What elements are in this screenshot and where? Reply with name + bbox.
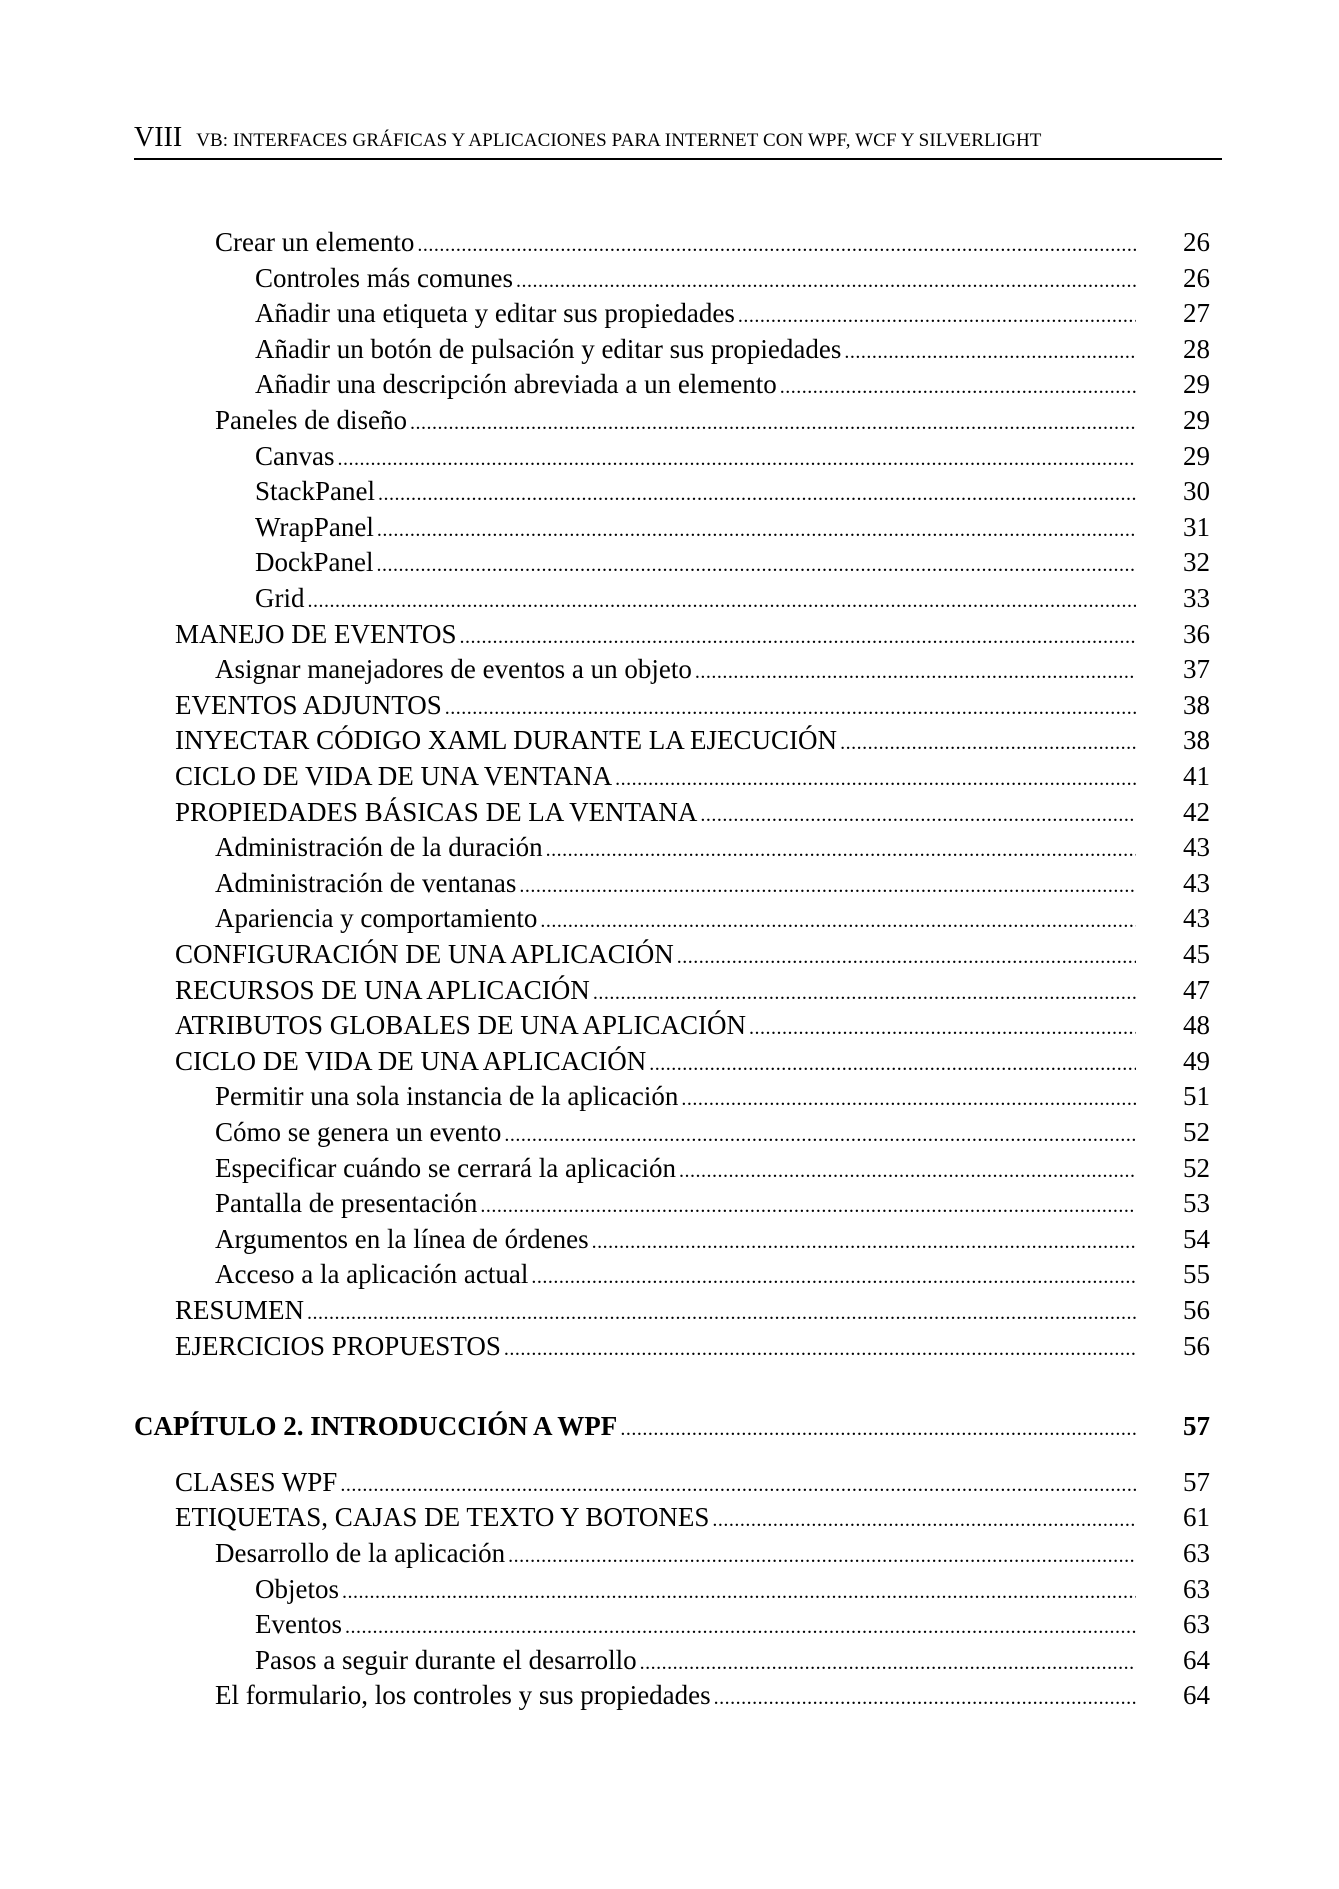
toc-entry-title: INYECTAR CÓDIGO XAML DURANTE LA EJECUCIÓN xyxy=(175,725,838,755)
toc-entry-title: RESUMEN xyxy=(175,1295,305,1325)
toc-entry xyxy=(255,367,1140,401)
toc-entry-title: Añadir un botón de pulsación y editar sus propiedades xyxy=(255,334,842,364)
toc-entry-page: 43 xyxy=(1183,903,1210,933)
dot-leader xyxy=(307,1296,1136,1330)
dot-leader xyxy=(340,1468,1136,1502)
toc-entry-title: Grid xyxy=(255,583,305,613)
toc-entry-page: 38 xyxy=(1183,690,1210,720)
toc-entry-page: 54 xyxy=(1183,1224,1210,1254)
toc-entry-title: Desarrollo de la aplicación xyxy=(215,1538,506,1568)
toc-entry-title: Acceso a la aplicación actual xyxy=(215,1259,529,1289)
toc-entry xyxy=(215,403,1140,437)
toc-entry-title: Eventos xyxy=(255,1609,342,1639)
toc-entry xyxy=(175,1329,1140,1363)
toc-entry-title: EJERCICIOS PROPUESTOS xyxy=(175,1331,501,1361)
toc-entry-title: CICLO DE VIDA DE UNA APLICACIÓN xyxy=(175,1046,647,1076)
dot-leader xyxy=(417,228,1136,262)
toc-entry xyxy=(175,1293,1140,1327)
toc-entry-title: RECURSOS DE UNA APLICACIÓN xyxy=(175,975,590,1005)
toc-entry-title: Argumentos en la línea de órdenes xyxy=(215,1224,589,1254)
dot-leader xyxy=(345,1610,1136,1644)
dot-leader xyxy=(681,1082,1136,1116)
toc-entry xyxy=(255,1572,1140,1606)
dot-leader xyxy=(480,1189,1136,1223)
toc-entry-page: 63 xyxy=(1183,1609,1210,1639)
toc-entry xyxy=(255,474,1140,508)
toc-entry-page: 47 xyxy=(1183,975,1210,1005)
toc-entry-page: 48 xyxy=(1183,1010,1210,1040)
toc-entry-title: CLASES WPF xyxy=(175,1467,338,1497)
toc-entry-title: EVENTOS ADJUNTOS xyxy=(175,690,442,720)
dot-leader xyxy=(445,691,1136,725)
toc-entry-title: CAPÍTULO 2. INTRODUCCIÓN A WPF xyxy=(134,1411,618,1441)
toc-entry-title: Asignar manejadores de eventos a un objeto xyxy=(215,654,692,684)
dot-leader xyxy=(712,1503,1136,1537)
dot-leader xyxy=(780,370,1136,404)
dot-leader xyxy=(378,477,1136,511)
toc-entry-page: 29 xyxy=(1183,369,1210,399)
toc-entry-title: ETIQUETAS, CAJAS DE TEXTO Y BOTONES xyxy=(175,1502,710,1532)
dot-leader xyxy=(738,299,1136,333)
toc-entry xyxy=(215,1222,1140,1256)
toc-entry xyxy=(255,545,1140,579)
toc-entry xyxy=(175,795,1140,829)
toc-entry-title: Pantalla de presentación xyxy=(215,1188,478,1218)
toc-entry xyxy=(175,973,1140,1007)
toc-entry-page: 29 xyxy=(1183,405,1210,435)
toc-entry-title: MANEJO DE EVENTOS xyxy=(175,619,457,649)
toc-entry xyxy=(255,1607,1140,1641)
page-header xyxy=(134,118,1222,160)
toc-entry xyxy=(215,1115,1140,1149)
toc-entry xyxy=(255,510,1140,544)
toc-entry xyxy=(215,1678,1140,1712)
toc-entry-page: 42 xyxy=(1183,797,1210,827)
toc-entry-page: 33 xyxy=(1183,583,1210,613)
toc-entry xyxy=(175,1465,1140,1499)
toc-entry-page: 57 xyxy=(1183,1467,1210,1497)
dot-leader xyxy=(504,1332,1136,1366)
toc-entry xyxy=(175,1044,1140,1078)
toc-entry-title: Paneles de diseño xyxy=(215,405,407,435)
dot-leader xyxy=(546,833,1136,867)
toc-entry-title: Añadir una etiqueta y editar sus propiedades xyxy=(255,298,735,328)
toc-entry-title: CICLO DE VIDA DE UNA VENTANA xyxy=(175,761,613,791)
page-number: VIII xyxy=(134,122,183,153)
dot-leader xyxy=(376,548,1136,582)
toc-entry-page: 32 xyxy=(1183,547,1210,577)
dot-leader xyxy=(840,726,1136,760)
toc-entry-page: 52 xyxy=(1183,1153,1210,1183)
dot-leader xyxy=(677,940,1136,974)
toc-entry-page: 51 xyxy=(1183,1081,1210,1111)
toc-entry-page: 38 xyxy=(1183,725,1210,755)
toc-entry-title: Controles más comunes xyxy=(255,263,513,293)
dot-leader xyxy=(342,1575,1136,1609)
toc-entry-title: DockPanel xyxy=(255,547,374,577)
toc-entry xyxy=(215,1079,1140,1113)
toc-entry-page: 56 xyxy=(1183,1295,1210,1325)
dot-leader xyxy=(504,1118,1136,1152)
toc-entry-page: 30 xyxy=(1183,476,1210,506)
dot-leader xyxy=(695,655,1136,689)
dot-leader xyxy=(700,798,1136,832)
toc-entry-title: Especificar cuándo se cerrará la aplicación xyxy=(215,1153,676,1183)
toc-entry xyxy=(215,1186,1140,1220)
dot-leader xyxy=(592,1225,1136,1259)
toc-entry-title: PROPIEDADES BÁSICAS DE LA VENTANA xyxy=(175,797,698,827)
dot-leader xyxy=(460,620,1137,654)
toc-entry-page: 28 xyxy=(1183,334,1210,364)
toc-entry-page: 55 xyxy=(1183,1259,1210,1289)
toc-entry xyxy=(175,723,1140,757)
toc-entry-page: 36 xyxy=(1183,619,1210,649)
toc-entry-title: Objetos xyxy=(255,1574,339,1604)
toc-entry-page: 56 xyxy=(1183,1331,1210,1361)
toc-entry-title: Administración de ventanas xyxy=(215,868,517,898)
chapter-entry xyxy=(134,1409,1140,1443)
toc-entry xyxy=(175,937,1140,971)
dot-leader xyxy=(679,1154,1136,1188)
dot-leader xyxy=(508,1539,1136,1573)
toc-entry xyxy=(255,261,1140,295)
toc-entry-page: 31 xyxy=(1183,512,1210,542)
toc-entry xyxy=(215,866,1140,900)
toc-entry-page: 57 xyxy=(1183,1411,1210,1441)
dot-leader xyxy=(640,1646,1136,1680)
toc-entry xyxy=(255,296,1140,330)
toc-entry-page: 64 xyxy=(1183,1680,1210,1710)
toc-entry-page: 52 xyxy=(1183,1117,1210,1147)
toc-entry-page: 27 xyxy=(1183,298,1210,328)
toc-entry-title: Añadir una descripción abreviada a un elemento xyxy=(255,369,777,399)
toc-entry-title: Apariencia y comportamiento xyxy=(215,903,538,933)
toc-entry-title: Canvas xyxy=(255,441,335,471)
toc-entry xyxy=(215,830,1140,864)
toc-entry-page: 64 xyxy=(1183,1645,1210,1675)
dot-leader xyxy=(649,1047,1136,1081)
toc-entry xyxy=(215,901,1140,935)
dot-leader xyxy=(516,264,1136,298)
toc-entry-page: 49 xyxy=(1183,1046,1210,1076)
dot-leader xyxy=(593,976,1136,1010)
dot-leader xyxy=(308,584,1137,618)
toc-entry-page: 63 xyxy=(1183,1574,1210,1604)
toc-entry xyxy=(215,652,1140,686)
dot-leader xyxy=(540,904,1136,938)
toc-entry-title: Permitir una sola instancia de la aplicación xyxy=(215,1081,679,1111)
toc-entry-page: 29 xyxy=(1183,441,1210,471)
toc-entry-title: WrapPanel xyxy=(255,512,374,542)
toc-entry xyxy=(215,1257,1140,1291)
toc-entry-page: 26 xyxy=(1183,227,1210,257)
toc-entry-title: El formulario, los controles y sus propiedades xyxy=(215,1680,711,1710)
toc-entry-page: 63 xyxy=(1183,1538,1210,1568)
book-title: VB: INTERFACES GRÁFICAS Y APLICACIONES PARA INTERNET CON WPF, WCF Y SILVERLIGHT xyxy=(196,130,1042,151)
toc-entry-title: Pasos a seguir durante el desarrollo xyxy=(255,1645,637,1675)
dot-leader xyxy=(531,1260,1136,1294)
toc-entry xyxy=(255,581,1140,615)
toc-entry-page: 61 xyxy=(1183,1502,1210,1532)
toc-entry-page: 41 xyxy=(1183,761,1210,791)
toc-entry-title: CONFIGURACIÓN DE UNA APLICACIÓN xyxy=(175,939,674,969)
dot-leader xyxy=(377,513,1136,547)
toc-entry-title: Cómo se genera un evento xyxy=(215,1117,502,1147)
toc-entry-title: Administración de la duración xyxy=(215,832,543,862)
toc-entry xyxy=(175,759,1140,793)
toc-entry xyxy=(215,1151,1140,1185)
dot-leader xyxy=(749,1011,1136,1045)
toc-entry-page: 37 xyxy=(1183,654,1210,684)
toc-entry xyxy=(215,225,1140,259)
toc-entry-page: 53 xyxy=(1183,1188,1210,1218)
toc-entry xyxy=(215,1536,1140,1570)
toc-entry-page: 45 xyxy=(1183,939,1210,969)
toc-entry-page: 26 xyxy=(1183,263,1210,293)
dot-leader xyxy=(410,406,1136,440)
toc-entry xyxy=(255,439,1140,473)
dot-leader xyxy=(714,1681,1136,1715)
toc-entry-title: StackPanel xyxy=(255,476,375,506)
dot-leader xyxy=(620,1412,1136,1446)
toc-entry xyxy=(255,1643,1140,1677)
toc-entry-title: ATRIBUTOS GLOBALES DE UNA APLICACIÓN xyxy=(175,1010,747,1040)
dot-leader xyxy=(519,869,1136,903)
toc-entry-page: 43 xyxy=(1183,868,1210,898)
dot-leader xyxy=(337,442,1136,476)
toc-entry xyxy=(175,688,1140,722)
dot-leader xyxy=(844,335,1136,369)
dot-leader xyxy=(615,762,1136,796)
toc-entry xyxy=(255,332,1140,366)
toc-entry xyxy=(175,1500,1140,1534)
toc-entry xyxy=(175,617,1140,651)
toc-entry-title: Crear un elemento xyxy=(215,227,415,257)
toc-entry xyxy=(175,1008,1140,1042)
toc-entry-page: 43 xyxy=(1183,832,1210,862)
